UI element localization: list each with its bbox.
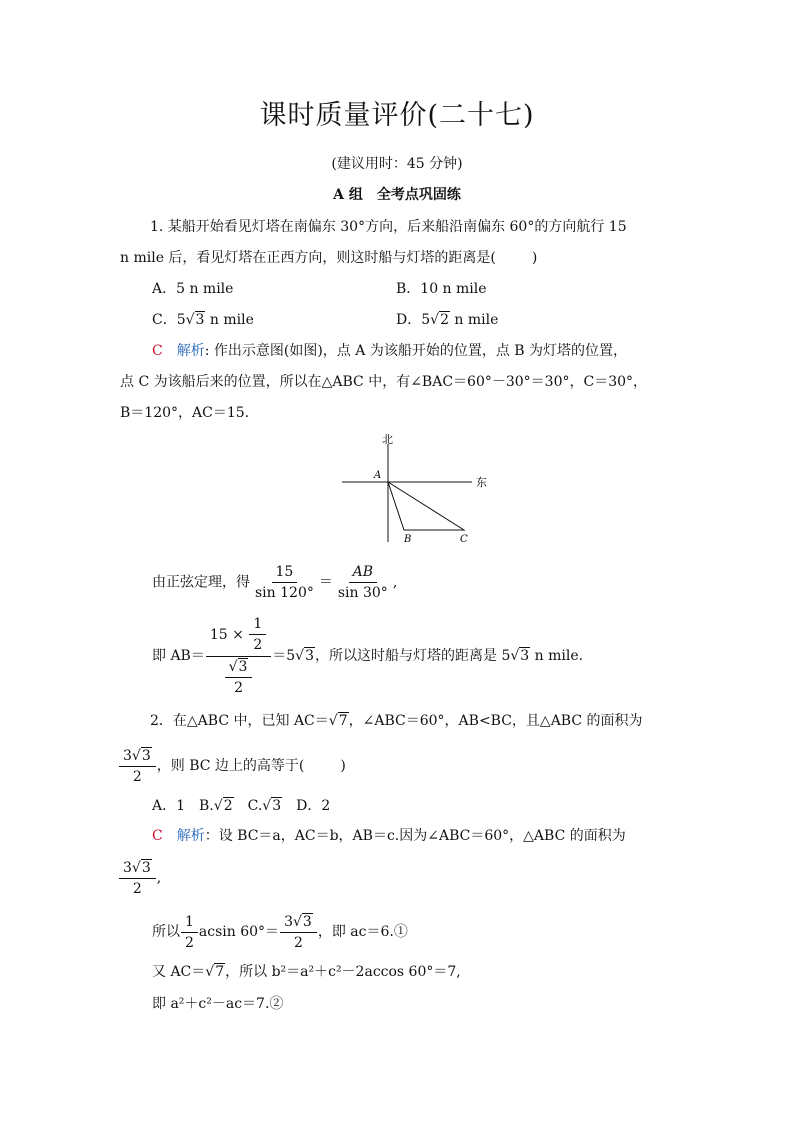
q2-stem-text-2: ，∠ABC＝60°，AB<BC，且△ABC 的面积为 [348,713,643,729]
q1-solution-line-3: B＝120°，AC＝15. [120,405,250,421]
q1-solution-line-2: 点 C 为该船后来的位置，所以在△ABC 中，有∠BAC＝60°－30°＝30°，C＝30°， [120,374,648,390]
q1-solution-text-1: : 作出示意图(如图)，点 A 为该船开始的位置，点 B 为灯塔的位置， [204,343,628,359]
navigation-diagram [336,434,496,546]
fraction-numerator: AB [349,562,377,583]
q1-stem-text: n mile 后，看见灯塔在正西方向，则这时船与灯塔的距离是( [120,250,496,266]
north-label: 北 [382,434,393,446]
area-fraction [119,746,156,787]
fraction-denominator: 2 [253,637,263,653]
radicand: 3 [238,659,248,675]
q1-option-c-unit: n mile [205,312,254,328]
ab-result-line: 即 AB＝ 15 × $\frac{1}{2}$ $\frac{√3}{2}$ ＝5√3，所以这时船与灯塔的距离是 5√3 n mile. [152,612,583,700]
sqrt3-over-2 [225,657,253,698]
text: acsin 60°＝ [198,924,280,940]
q1-answer: C [152,343,163,359]
q2-solution-line-1 [152,826,626,846]
ab-prefix: 即 AB＝ [152,648,205,664]
law-prefix: 由正弦定理，得 [152,574,250,591]
radicand: 3 [302,913,312,930]
q2-solution-line-3 [152,910,408,954]
q1-option-a: A．5 n mile [152,281,234,297]
fraction-denominator: 2 [132,768,142,785]
radicand: 3 [141,747,151,764]
text: 所以 [152,924,180,940]
ab-denominator [220,657,258,699]
q1-option-c-radicand: 3 [195,312,205,328]
coefficient: 3 [123,747,132,764]
fraction-15-sin120 [251,562,318,603]
q1-option-d-radicand: 2 [440,312,449,328]
q2-stem-text-3: ，则 BC 边上的高等于( [156,758,305,774]
fraction-denominator: sin 30° [337,585,388,601]
fraction-numerator: 15 [272,562,298,583]
east-label: 东 [476,476,487,489]
q2-options-text: A．1 B. [152,798,214,814]
coefficient: 3 [284,913,293,930]
radicand: 7 [338,713,348,729]
fraction-ab-sin30 [334,562,392,603]
time-note: (建议用时：45 分钟) [331,156,463,172]
ab-unit: n mile. [530,648,584,664]
q2-solution-line-2 [118,856,161,900]
fraction-denominator: sin 120° [255,585,314,601]
page-title: 课时质量评价(二十七) [259,100,535,131]
q1-option-b: B．10 n mile [396,281,487,297]
q2-options: A．1 B.√2 C.√3 D．2 [152,798,331,814]
q1-option-d-text: D．5 [396,312,431,328]
q2-stem-line-1: 2．在△ABC 中，已知 AC＝√7，∠ABC＝60°，AB<BC，且△ABC 的面积为 [150,713,643,729]
q2-option-c-text: C. [233,798,263,814]
q2-option-d: D．2 [282,798,331,814]
radicand: 2 [223,798,233,814]
fraction-numerator: 1 [249,614,266,635]
fraction-numerator: 3√3 [119,858,156,879]
q2-solution-line-4: 又 AC＝√7，所以 b²＝a²＋c²－2accos 60°＝7, [152,964,461,980]
text: 又 AC＝ [152,964,206,980]
q1-option-c-text: C．5 [152,312,186,328]
q2-stem-line-2 [118,744,346,788]
radicand: 3 [520,648,530,664]
triangle-abc [388,482,464,530]
radicand: 3 [272,798,282,814]
text: ，所以 b²＝a²＋c²－2accos 60°＝7, [225,964,461,980]
fraction-numerator: 3√3 [280,912,317,933]
fraction-numerator: 3√3 [119,746,156,767]
law-suffix: , [392,574,398,591]
ab-numerator [206,614,271,657]
point-c-label: C [460,534,468,545]
q1-analysis-label: 解析 [176,343,205,359]
radicand: 7 [215,964,225,980]
radicand: 3 [305,648,314,664]
q2-answer: C [152,828,163,844]
point-a-label: A [374,470,382,481]
half-fraction [249,614,266,655]
q1-option-d-unit: n mile [449,312,499,328]
q2-solution-line-5: 即 a²＋c²－ac＝7.② [152,996,284,1012]
q1-stem-close: ) [531,250,538,266]
fraction-denominator: 2 [293,934,303,951]
coefficient: 3 [123,859,132,876]
text: ，即 ac＝6.① [317,924,408,940]
q1-solution-line-1 [152,341,627,361]
fraction-denominator: 2 [185,934,194,951]
comma: , [156,870,162,886]
law-of-sines-line [152,562,397,603]
equals-sign: ＝ [318,574,333,591]
fraction-denominator: 2 [234,680,243,696]
point-b-label: B [404,534,412,545]
q2-analysis-label: 解析 [176,828,205,844]
ab-numerator-text: 15 × [209,626,249,643]
q1-stem-line-2 [120,248,537,268]
fraction-numerator: √3 [225,657,253,678]
q2-stem-close: ) [340,758,346,774]
area-fraction [280,912,317,953]
radicand: 3 [141,859,151,876]
fraction-numerator: 1 [181,912,198,933]
q1-option-c: C．5√3 n mile [152,312,254,328]
q1-option-d: D．5√2 n mile [396,312,499,328]
q1-stem-line-1: 1. 某船开始看见灯塔在南偏东 30°方向，后来船沿南偏东 60°的方向航行 15 [150,219,627,235]
area-fraction [119,858,156,899]
q2-stem-text: 2．在△ABC 中，已知 AC＝ [150,713,329,729]
fraction-denominator: 2 [132,880,142,897]
ab-compound-fraction [206,614,271,699]
ab-conclusion: ，所以这时船与灯塔的距离是 5 [315,648,511,664]
half-fraction [181,912,198,953]
q2-solution-text-1: ：设 BC＝a，AC＝b，AB＝c.因为∠ABC＝60°，△ABC 的面积为 [204,828,626,844]
ab-equals: ＝5 [272,648,296,664]
section-heading: A 组 全考点巩固练 [333,187,461,203]
